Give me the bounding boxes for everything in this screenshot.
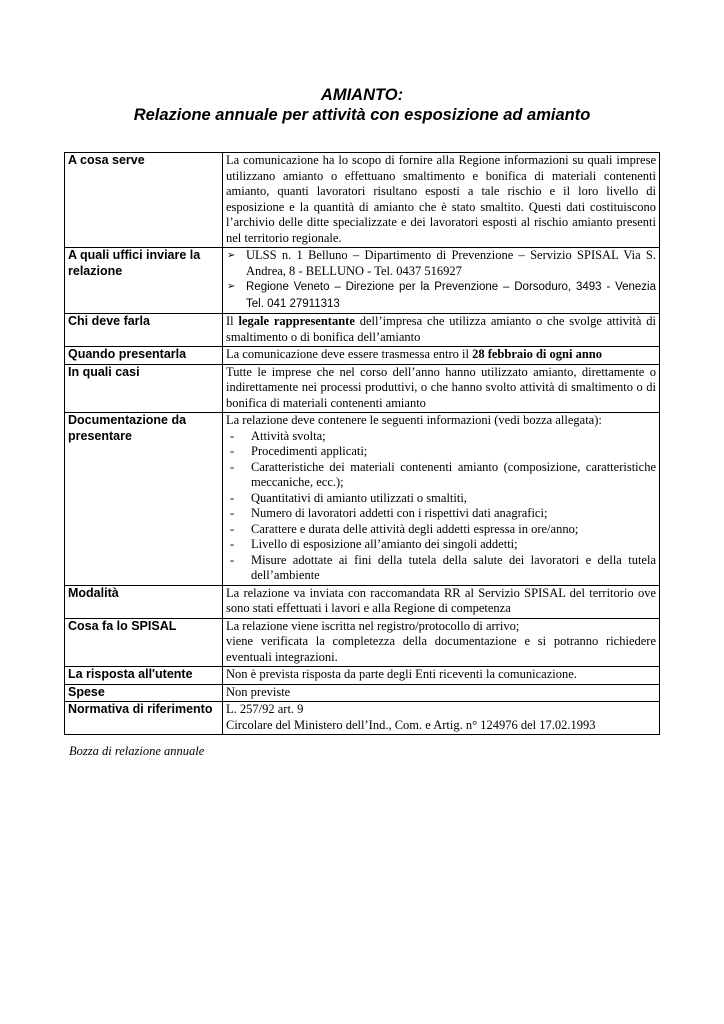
row-value: Non previste (223, 684, 660, 702)
row-label: Cosa fa lo SPISAL (65, 618, 223, 667)
table-row (65, 667, 660, 685)
list-item: - Carattere e durata delle attività degli addetti espressa in ore/anno; (230, 521, 579, 536)
documentation-list (226, 429, 656, 584)
arrow-bullet-icon: ➢ (227, 281, 236, 292)
list-item: - Procedimenti applicati; (230, 444, 368, 458)
dash-bullet-icon: - (230, 537, 235, 551)
row-value (223, 248, 660, 314)
row-value: La relazione viene iscritta nel registro/protocollo di arrivo; viene verificata la completezza della documentazione e si potranno richiedere eventuali integrazioni. (223, 618, 660, 667)
table-row (65, 153, 660, 248)
list-item: - Attività svolta; (230, 428, 326, 443)
list-item: ➢ ULSS n. 1 Belluno – Dipartimento di Prevenzione – Servizio SPISAL Via S. Andrea, 8 - BELLUNO - Tel. 0437 516927 (227, 248, 656, 278)
list-item: - Numero di lavoratori addetti con i rispettivi dati anagrafici; (230, 506, 548, 520)
table-row (65, 702, 660, 735)
table-row (65, 684, 660, 702)
row-label: Modalità (65, 585, 223, 618)
table-row (65, 248, 660, 314)
row-label: In quali casi (65, 364, 223, 413)
dash-bullet-icon: - (230, 444, 235, 458)
table-row (65, 364, 660, 413)
arrow-bullet-icon: ➢ (227, 250, 236, 261)
list-item: ➢ Regione Veneto – Direzione per la Prevenzione – Dorsoduro, 3493 - Venezia Tel. 041 27911313 (227, 281, 656, 310)
table-row (65, 618, 660, 667)
dash-bullet-icon: - (230, 552, 235, 567)
row-value: L. 257/92 art. 9 Circolare del Ministero dell’Ind., Com. e Artig. n° 124976 del 17.02.1993 (223, 702, 660, 735)
document-subtitle: Relazione annuale per attività con esposizione ad amianto (133, 106, 591, 124)
row-value: Non è prevista risposta da parte degli Enti riceventi la comunicazione. (223, 667, 660, 685)
table-row (65, 347, 660, 365)
dash-bullet-icon: - (230, 506, 235, 520)
list-item: - Livello di esposizione all’amianto dei singoli addetti; (230, 537, 518, 551)
dash-bullet-icon: - (230, 459, 235, 474)
row-label: Quando presentarla (65, 347, 223, 365)
row-value: Il legale rappresentante dell’impresa che utilizza amianto o che svolge attività di smaltimento o di bonifica dell’amianto (223, 314, 660, 347)
row-label: A cosa serve (65, 153, 223, 248)
row-label: A quali uffici inviare la relazione (65, 248, 223, 314)
row-value (223, 413, 660, 586)
footer-caption: Bozza di relazione annuale (69, 744, 205, 758)
document-title: AMIANTO: (320, 86, 404, 104)
row-label: Chi deve farla (65, 314, 223, 347)
row-value: Tutte le imprese che nel corso dell’anno hanno utilizzato amianto, direttamente o indirettamente nei processi produttivi, o che hanno svolto attività di smaltimento o di bonifica di materiali contenenti amianto (223, 364, 660, 413)
table-row (65, 413, 660, 586)
row-label: La risposta all'utente (65, 667, 223, 685)
dash-bullet-icon: - (230, 428, 235, 443)
info-table (64, 152, 660, 735)
row-label: Spese (65, 684, 223, 702)
row-value: La comunicazione ha lo scopo di fornire alla Regione informazioni su quali imprese utilizzano amianto o effettuano smaltimento e bonifica di materiali contenenti amianto, quanti lavoratori risultano esposti a tale rischio e il loro livello di esposizione e la quantità di amianto che è stato smaltito. Questi dati costituiscono l’archivio delle ditte specializzate e dei lavoratori esposti al rischio amianto presenti nel territorio regionale. (223, 153, 660, 248)
table-row (65, 314, 660, 347)
table-row (65, 585, 660, 618)
documentation-intro: La relazione deve contenere le seguenti informazioni (vedi bozza allegata): (226, 413, 602, 427)
dash-bullet-icon: - (230, 521, 235, 536)
dash-bullet-icon: - (230, 490, 235, 505)
row-label: Normativa di riferimento (65, 702, 223, 735)
row-value: La relazione va inviata con raccomandata RR al Servizio SPISAL del territorio ove sono stati effettuati i lavori e alla Regione di competenza (223, 585, 660, 618)
row-value: La comunicazione deve essere trasmessa entro il 28 febbraio di ogni anno (223, 347, 660, 365)
list-item: - Misure adottate ai fini della tutela della salute dei lavoratori e della tutela dell’ambiente (230, 552, 656, 582)
office-list (226, 248, 656, 312)
list-item: - Caratteristiche dei materiali contenenti amianto (composizione, caratteristiche meccaniche, ecc.); (230, 459, 656, 489)
list-item: - Quantitativi di amianto utilizzati o smaltiti, (230, 490, 467, 505)
row-label: Documentazione da presentare (65, 413, 223, 586)
